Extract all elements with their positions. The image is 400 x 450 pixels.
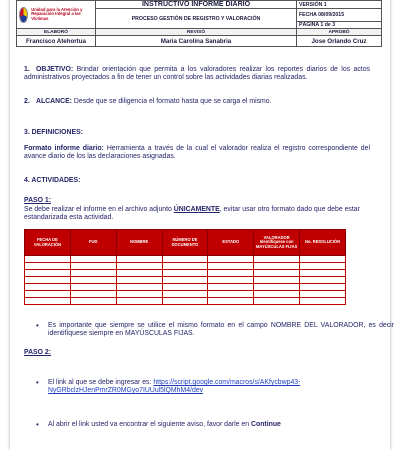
table-cell[interactable] [162,263,208,270]
table-cell[interactable] [300,291,346,298]
role-aprobo: APROBÓ [297,29,382,36]
table-row [25,298,346,305]
table-cell[interactable] [254,298,300,305]
definition-text: Herramienta a través de la cual el valorador realiza el registro correspondiente del avance diario de los las declaraciones asignadas. [24,145,371,160]
table-cell[interactable] [162,291,208,298]
table-cell[interactable] [162,298,208,305]
table-cell[interactable] [70,263,116,270]
document-header-table [16,0,382,47]
table-header-cell: FUD [70,230,116,256]
table-header-cell: NÚMERO DE DOCUMENTO [162,230,208,256]
table-cell[interactable] [254,270,300,277]
table-cell[interactable] [70,270,116,277]
table-cell[interactable] [208,298,254,305]
document-body [24,66,394,428]
alcance-label: ALCANCE: [36,98,72,105]
paso1-emphasis: ÚNICAMENTE [173,206,220,213]
table-cell[interactable] [70,277,116,284]
alcance-section [24,98,370,106]
table-cell[interactable] [208,256,254,263]
table-row [25,270,346,277]
bullet-link [24,379,394,395]
document-page [10,0,394,450]
script-link[interactable]: https://script.google.com/macros/s/AKfycbwp43-NyGRbclzHJenPmrZR0MGyo7IUUul5lQMhM4/dev [48,379,301,394]
objetivo-text: Brindar orientación que permita a los valoradores realizar los reportes diarios de los actos administrativos proyectados a fin de tener un control sobre las actividades diarias realizadas. [24,66,370,81]
table-body [25,256,346,305]
document-title: INSTRUCTIVO INFORME DIARIO [96,1,297,9]
institution-logo [19,7,93,23]
table-cell[interactable] [208,277,254,284]
paso2-label: PASO 2: [24,349,52,356]
table-cell[interactable] [116,263,162,270]
alcance-text: Desde que se diligencia el formato hasta que se carga el mismo. [73,98,272,105]
table-cell[interactable] [208,284,254,291]
paso1-text-before: Se debe realizar el informe en el archivo adjunto [24,206,172,213]
actividades-heading: 4. ACTIVIDADES: [24,177,81,184]
table-cell[interactable] [208,263,254,270]
definiciones-heading: 3. DEFINICIONES: [24,129,83,136]
table-cell[interactable] [300,263,346,270]
table-cell[interactable] [254,291,300,298]
table-cell[interactable] [25,291,71,298]
table-cell[interactable] [116,256,162,263]
table-cell[interactable] [254,277,300,284]
table-cell[interactable] [254,263,300,270]
definiciones-section [24,145,370,161]
role-elaboro: ELABORÓ [17,29,96,36]
table-cell[interactable] [162,256,208,263]
name-reviso: Maria Carolina Sanabria [96,36,297,47]
table-header-cell: FECHA DE VALORACIÓN [25,230,71,256]
colombia-shield-icon [19,7,28,23]
bullet-link-text: El link al que se debe ingresar es: [48,379,152,386]
table-cell[interactable] [208,291,254,298]
table-cell[interactable] [300,277,346,284]
name-elaboro: Francisco Atehortua [17,36,96,47]
table-cell[interactable] [254,256,300,263]
table-row [25,263,346,270]
table-cell[interactable] [254,284,300,291]
objetivo-section [24,66,370,82]
table-header-row [25,230,346,256]
table-cell[interactable] [116,277,162,284]
paso1-label: PASO 1: [24,197,52,204]
objetivo-label: OBJETIVO: [36,66,74,73]
date-cell: FECHA 08/09/2015 [297,9,382,22]
table-cell[interactable] [70,284,116,291]
table-row [25,277,346,284]
objetivo-number: 1. [24,66,30,73]
paso1-text [24,206,370,222]
table-cell[interactable] [300,256,346,263]
table-cell[interactable] [162,277,208,284]
definition-term: Formato informe diario: [24,145,104,152]
table-cell[interactable] [208,270,254,277]
table-cell[interactable] [300,270,346,277]
table-cell[interactable] [116,270,162,277]
table-header-cell: NOMBRE [116,230,162,256]
page-cell: PÁGINA 1 de 3 [297,22,382,29]
table-cell[interactable] [25,298,71,305]
table-cell[interactable] [162,284,208,291]
alcance-number: 2. [24,98,30,105]
table-row [25,291,346,298]
table-cell[interactable] [25,284,71,291]
table-header-cell: VALORADOR Identifíquese con MAYÚSCULAS FIJAS [254,230,300,256]
table-row [25,284,346,291]
bullet-continue-text: Al abrir el link usted va encontrar el siguiente aviso, favor darle en [48,421,250,428]
process-name: PROCESO GESTIÓN DE REGISTRO Y VALORACIÓN [96,9,297,29]
bullet-continue [24,421,394,429]
table-cell[interactable] [162,270,208,277]
table-cell[interactable] [25,256,71,263]
table-cell[interactable] [70,256,116,263]
bullet-formato [24,322,394,338]
bullet-formato-text: Es importante que siempre se utilice el mismo formato en el campo NOMBRE DEL VALORADOR, es decir identifíquese siempre en MAYÚSCULAS FIJAS. [48,322,394,337]
table-cell[interactable] [70,298,116,305]
activity-report-table [24,229,346,305]
table-header-cell: No. RESOLUCIÓN [300,230,346,256]
continue-word: Continue [251,421,281,428]
table-cell[interactable] [70,291,116,298]
table-cell[interactable] [25,263,71,270]
role-reviso: REVISÓ [96,29,297,36]
table-header-cell: ESTADO [208,230,254,256]
paso1-text-after: , evitar usar otro formato dado que debe estar estandarizada esta actividad. [24,206,360,221]
table-cell[interactable] [300,298,346,305]
table-cell[interactable] [116,291,162,298]
table-cell[interactable] [116,284,162,291]
table-cell[interactable] [116,298,162,305]
table-row [25,256,346,263]
table-cell[interactable] [25,270,71,277]
table-cell[interactable] [25,277,71,284]
version-cell: VERSIÓN 1 [297,1,382,9]
logo-cell [17,1,96,29]
name-aprobo: Jose Orlando Cruz [297,36,382,47]
table-cell[interactable] [300,284,346,291]
logo-text: Unidad para la Atención y Reparación Integral a las Víctimas [31,6,83,21]
